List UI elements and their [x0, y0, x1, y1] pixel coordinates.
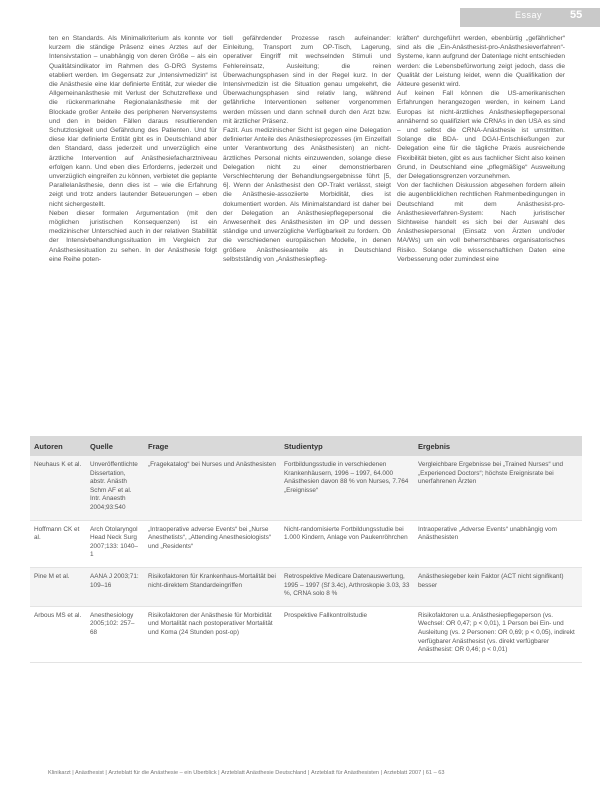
table-header-row [30, 436, 582, 456]
table-cell: Arbous MS et al. [30, 606, 86, 662]
study-table [30, 436, 582, 663]
table-row [30, 520, 582, 567]
table-cell: Arch Otolaryngol Head Neck Surg 2007;133: 1040–1 [86, 520, 144, 567]
table-cell: Unveröffentlichte Dissertation, abstr. Anästh Schm AF et al. Intr. Anaesth 2004;93:540 [86, 456, 144, 520]
text-column-3 [397, 34, 565, 264]
table-cell: Fortbildungsstudie in verschiedenen Krankenhäusern, 1996 – 1997, 64.000 Anästhesien davon 88 % von Nurses, 7.764 „Ereignisse“ [280, 456, 414, 520]
table-cell: Hoffmann CK et al. [30, 520, 86, 567]
column-header: Frage [148, 441, 169, 451]
table-row [30, 567, 582, 606]
page-footer: Klinikarzt | Anästhesist | Ärzteblatt für die Anästhesie – ein Überblick | Ärzteblatt Anästhesie Deutschland | Ärzteblatt für Anästhesisten | Ärzteblatt 2007 | 61 – 63 [48, 770, 445, 776]
column-header: Studientyp [284, 441, 323, 451]
paragraph: ten en Standards. Als Minimalkriterium als konnte vor kurzem die ständige Präsenz eines Arztes auf der Intensivstation – unabhängig von deren Größe – als ein Qualitätsindikator im Rahmen des G-DRG Systems etabliert werden. Im Gegensatz zur „Intensivmedizin“ ist die Anästhesie eine klar definierte Entität, zur wieder die Allgemeinanästhesie mit Verlust der Schutzreflexe und die rückenmarknahe Regionalanästhesie mit der Blockade großer Anteile des peripheren Nervensystems und den in beiden Fällen daraus resultierenden Schutzlosigkeit und Gefährdung des Patienten. Und für diese klar definierte Entität gibt es in Deutschland aber den Standard, dass jederzeit und unverzüglich eine ärztliche Intervention auf Anästhesiefacharztniveau erfolgen kann. Und eben dies Erforderns, jederzeit und unverzüglich eingreifen zu können, verbietet die geplante Parallelanästhesie, denn dies ist – wie die Erfahrung zeigt und trotz anders lautender Beteuerungen – eben nicht sichergestellt. [49, 35, 217, 208]
table-cell: Nicht-randomisierte Fortbildungsstudie bei 1.000 Kindern, Anlage von Paukenröhrchen [280, 520, 414, 567]
paragraph: kräften“ durchgeführt werden, ebenbürtig „gefährlicher“ sind als die „Ein-Anästhesist-pro-Anästhesieverfahren“-Systeme, kann aufgrund der Datenlage nicht entschieden werden: die Lebensbefürwortung zeigt jedoch, dass die Qualität der Leistung leidet, wenn die Qualifikation der Akteure gesenkt wird. [397, 35, 565, 89]
table-row [30, 456, 582, 520]
table-cell: Pine M et al. [30, 567, 86, 606]
paragraph: tiell gefährdender Prozesse rasch aufeinander: Einleitung, Transport zum OP-Tisch, Lagerung, operativer Eingriff mit wechselnden Stimuli und Fehlereinsatz, Ausleitung; die reinen Überwachungsphasen sind in der Regel kurz. In der Intensivmedizin ist die Situation genau umgekehrt, die Überwachungsphasen sind relativ lang, während gefährliche Interventionen seltener vorgenommen werden müssen und dann schnell durch den Arzt bzw. mit ärztlicher Präsenz. [223, 35, 391, 125]
text-column-2 [223, 34, 391, 264]
section-label: Essay [515, 10, 543, 20]
page-number: 55 [570, 9, 583, 21]
table-cell: Risikofaktoren der Anästhesie für Morbidität und Mortalität nach postoperativer Mortalität und Koma (24 Stunden post-op) [144, 606, 280, 662]
table-cell: Vergleichbare Ergebnisse bei „Trained Nurses“ und „Experienced Doctors“; höchste Ereignisrate bei unerfahrenen Ärzten [414, 456, 582, 520]
table-cell: Anesthesiology 2005;102: 257–68 [86, 606, 144, 662]
table-cell: Risikofaktoren für Krankenhaus-Mortalität bei nicht-direktem Standardeingriffen [144, 567, 280, 606]
table-cell: Retrospektive Medicare Datenauswertung, 1995 – 1997 (Sf 3.4c), Arthroskopie 3.03, 33 %, CRNA solo 8 % [280, 567, 414, 606]
table-cell: Anästhesiegeber kein Faktor (ACT nicht signifikant) besser [414, 567, 582, 606]
table-cell: Neuhaus K et al. [30, 456, 86, 520]
table-cell: Intraoperative „Adverse Events“ unabhängig vom Anästhesisten [414, 520, 582, 567]
table-row [30, 606, 582, 662]
table-cell: „Fragekatalog“ bei Nurses und Anästhesisten [144, 456, 280, 520]
table-cell: Prospektive Fallkontrollstudie [280, 606, 414, 662]
column-header: Quelle [90, 441, 113, 451]
table-cell: Risikofaktoren u.a. Anästhesiepflegeperson (vs. Wechsel: OR 0,47; p < 0,01), 1 Person bei Ein- und Ausleitung (vs. 2 Personen: OR 0,69; p < 0,05), indirekt verfügbarer Anästhesist (vs. direkt verfügbarer Anästhesist: OR 0,46; p < 0,01) [414, 606, 582, 662]
column-header: Ergebnis [418, 441, 451, 451]
paragraph: Neben dieser formalen Argumentation (mit den möglichen juristischen Konsequenzen) ist ein medizinischer Unterschied auch in der relativen Stabilität der Intensivbehandlungssituation im Vergleich zur Anästhesiesituation zu sehen. In der Anästhesie folgt eine Reihe poten- [49, 209, 217, 263]
paragraph: Von der fachlichen Diskussion abgesehen fordern allein die augenblicklichen rechtlichen Rahmenbedingungen in Deutschland mit dem Anästhesist-pro-Anästhesieverfahren-System: Nach juristischer Sichtweise handelt es sich bei der Auswahl des Anästhesiepersonal (Einsatz von Ärzten und/oder MA/Ws) um ein voll beherrschbares organisatorisches Risiko. Solange die wissenschaftlichen Daten eine Verbesserung oder zumindest eine [397, 182, 565, 263]
text-column-1 [49, 34, 217, 264]
paragraph: Fazit. Aus medizinischer Sicht ist gegen eine Delegation definierter Anteile des Anästhesieprozesses (im Einzelfall unter Verantwortung des Anästhesisten) an nicht-ärztliches Personal nichts einzuwenden, solange diese Delegation nicht zu einer demonstrierbaren Verschlechterung der Behandlungsergebnisse führt [5, 6]. Wenn der Anästhesist den OP-Trakt verlässt, steigt die Anästhesie-assoziierte Morbidität, dies ist dokumentiert worden. Als Minimalstandard ist daher bei der Delegation an Anästhesiepflegepersonal die Anwesenheit des Anästhesisten im OP und dessen ständige und unverzügliche Verfügbarkeit zu fordern. Ob die verschiedenen europäischen Modelle, in denen größere Anästhesieanteile als in Deutschland selbstständig von „Anästhesiepfleg- [223, 127, 391, 263]
paragraph: Auf keinen Fall können die US-amerikanischen Erfahrungen herangezogen werden, in keinem Land Europas ist nicht-ärztliches Anästhesiepflegepersonal annähernd so qualifiziert wie CRNAs in den USA es sind – und selbst die CRNA-Anästhesie ist umstritten. Solange die BDA- und DGAI-Entschließungen zur Delegation eine für die tägliche Praxis ausreichende Flexibilität bieten, gibt es aus fachlicher Sicht also keinen Grund, in Deutschland eine „pflegmäßige“ Ausweitung der Delegationsgrenzen vorzunehmen. [397, 90, 565, 181]
table-cell: AANA J 2003;71: 109–16 [86, 567, 144, 606]
column-header: Autoren [34, 441, 63, 451]
table-cell: „Intraoperative adverse Events“ bei „Nurse Anesthetists“, „Attending Anesthesiologists“ und „Residents“ [144, 520, 280, 567]
